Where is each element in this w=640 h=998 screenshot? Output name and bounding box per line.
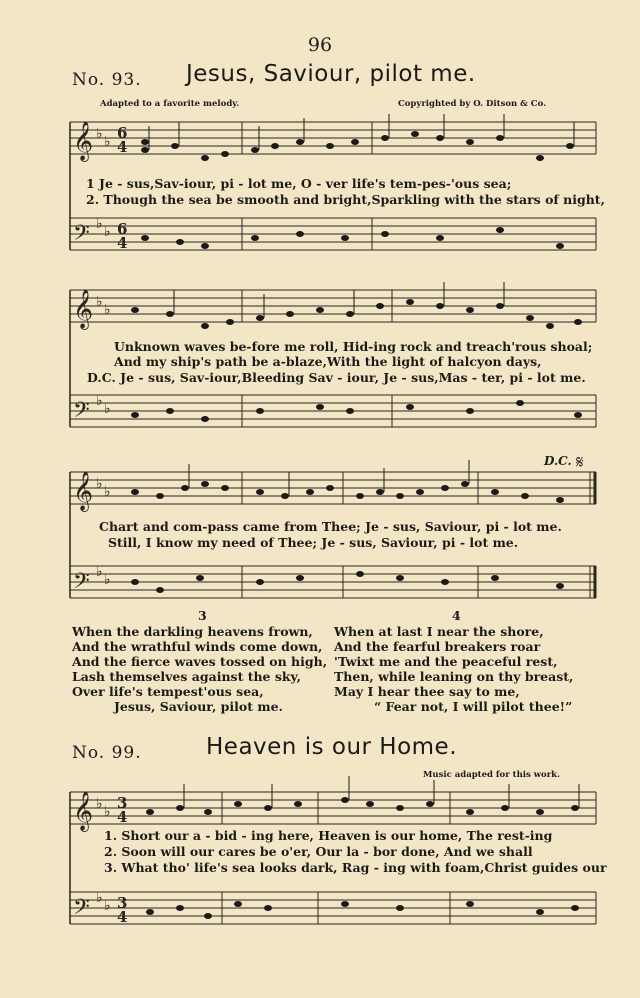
system2-dc-line: D.C. Je - sus, Sav-iour,Bleeding Sav - iour, Je - sus,Mas - ter, pi - lot me.: [87, 370, 586, 385]
dc-marking: D.C.: [544, 454, 572, 468]
stanza-line: And the fearful breakers roar: [334, 639, 541, 654]
svg-text:♭: ♭: [104, 898, 111, 914]
stanza-line: 'Twixt me and the peaceful rest,: [334, 654, 558, 669]
svg-text:𝄞: 𝄞: [73, 471, 94, 511]
bass-staff-3: [70, 566, 596, 598]
svg-text:♭: ♭: [96, 564, 103, 580]
treble-staff-4: [70, 792, 596, 824]
stanza-3-number: 3: [198, 608, 207, 623]
svg-text:3: 3: [117, 894, 128, 912]
treble-clef-icon: 𝄞: [73, 121, 94, 161]
system1-verse2: 2. Though the sea be smooth and bright,Sparkling with the stars of night,: [86, 192, 605, 207]
svg-text:♭: ♭: [104, 484, 111, 500]
svg-text:4: 4: [117, 138, 128, 156]
svg-text:3: 3: [117, 794, 128, 812]
svg-text:♭: ♭: [96, 294, 103, 310]
stanza-line: Over life's tempest'ous sea,: [72, 684, 264, 699]
page-number: 96: [307, 34, 333, 56]
svg-text:♭: ♭: [96, 796, 103, 812]
music-adapted-note: Music adapted for this work.: [423, 770, 561, 780]
svg-text:♭: ♭: [104, 804, 111, 820]
svg-text:♭: ♭: [96, 890, 103, 906]
svg-text:4: 4: [117, 234, 128, 252]
stanza-line: May I hear thee say to me,: [334, 684, 520, 699]
stanza-line: And the wrathful winds come down,: [72, 639, 323, 654]
svg-text:6: 6: [117, 124, 128, 142]
stanza-4: [334, 624, 573, 714]
svg-text:𝄢: 𝄢: [73, 398, 90, 428]
svg-text:♭: ♭: [96, 216, 103, 232]
svg-text:𝄞: 𝄞: [73, 791, 94, 831]
hymn-title: Jesus, Saviour, pilot me.: [186, 61, 476, 87]
svg-text:♭: ♭: [104, 302, 111, 318]
bass-staff-2: [70, 395, 596, 427]
hymn99-verse2: 2. Soon will our cares be o'er, Our la - bor done, And we shall: [104, 844, 533, 859]
hymn-title: Heaven is our Home.: [206, 734, 458, 760]
svg-text:♭: ♭: [104, 572, 111, 588]
melody-note: Adapted to a favorite melody.: [100, 99, 240, 109]
svg-text:4: 4: [117, 808, 128, 826]
stanza-line: And the fierce waves tossed on high,: [72, 654, 328, 669]
system2-verse2: And my ship's path be a-blaze,With the light of halcyon days,: [114, 354, 542, 369]
bass-staff-1: [70, 218, 596, 250]
treble-staff-2: [70, 290, 596, 322]
stanza-line: Lash themselves against the sky,: [72, 669, 301, 684]
svg-text:♭: ♭: [104, 134, 111, 150]
stanza-line: When at last I near the shore,: [334, 624, 544, 639]
hymn99-verse3: 3. What tho' life's sea looks dark, Rag - ing with foam,Christ guides our: [104, 860, 607, 875]
stanza-line: Then, while leaning on thy breast,: [334, 669, 574, 684]
svg-text:♭: ♭: [104, 224, 111, 240]
stanza-line: When the darkling heavens frown,: [72, 624, 313, 639]
svg-text:𝄢: 𝄢: [73, 895, 90, 925]
stanza-line: Jesus, Saviour, pilot me.: [114, 699, 283, 714]
bass-clef-icon: 𝄢: [73, 221, 90, 251]
system3-verse2: Still, I know my need of Thee; Je - sus, Saviour, pi - lot me.: [108, 535, 519, 550]
system3-verse1: Chart and com-pass came from Thee; Je - sus, Saviour, pi - lot me.: [99, 519, 562, 534]
svg-text:𝄢: 𝄢: [73, 569, 90, 599]
system1-verse1: 1 Je - sus,Sav-iour, pi - lot me, O - ver life's tem-pes-'ous sea;: [86, 176, 512, 191]
svg-text:4: 4: [117, 908, 128, 926]
hymn99-verse1: 1. Short our a - bid - ing here, Heaven is our home, The rest-ing: [104, 828, 553, 843]
stanza-4-number: 4: [452, 608, 461, 623]
svg-text:♭: ♭: [96, 393, 103, 409]
segno-icon: 𝄋: [576, 452, 584, 473]
svg-text:♭: ♭: [96, 476, 103, 492]
svg-text:♭: ♭: [104, 401, 111, 417]
stanza-3: [72, 624, 327, 714]
hymn-number: No. 93.: [72, 70, 142, 90]
hymn-number: No. 99.: [72, 743, 142, 763]
bass-staff-4: [70, 892, 596, 924]
system2-verse1: Unknown waves be-fore me roll, Hid-ing rock and treach'rous shoal;: [114, 339, 593, 354]
svg-text:♭: ♭: [96, 126, 103, 142]
svg-text:6: 6: [117, 220, 128, 238]
copyright-note: Copyrighted by O. Ditson & Co.: [398, 99, 547, 109]
stanza-line: “ Fear not, I will pilot thee!”: [374, 699, 573, 714]
svg-text:𝄞: 𝄞: [73, 289, 94, 329]
